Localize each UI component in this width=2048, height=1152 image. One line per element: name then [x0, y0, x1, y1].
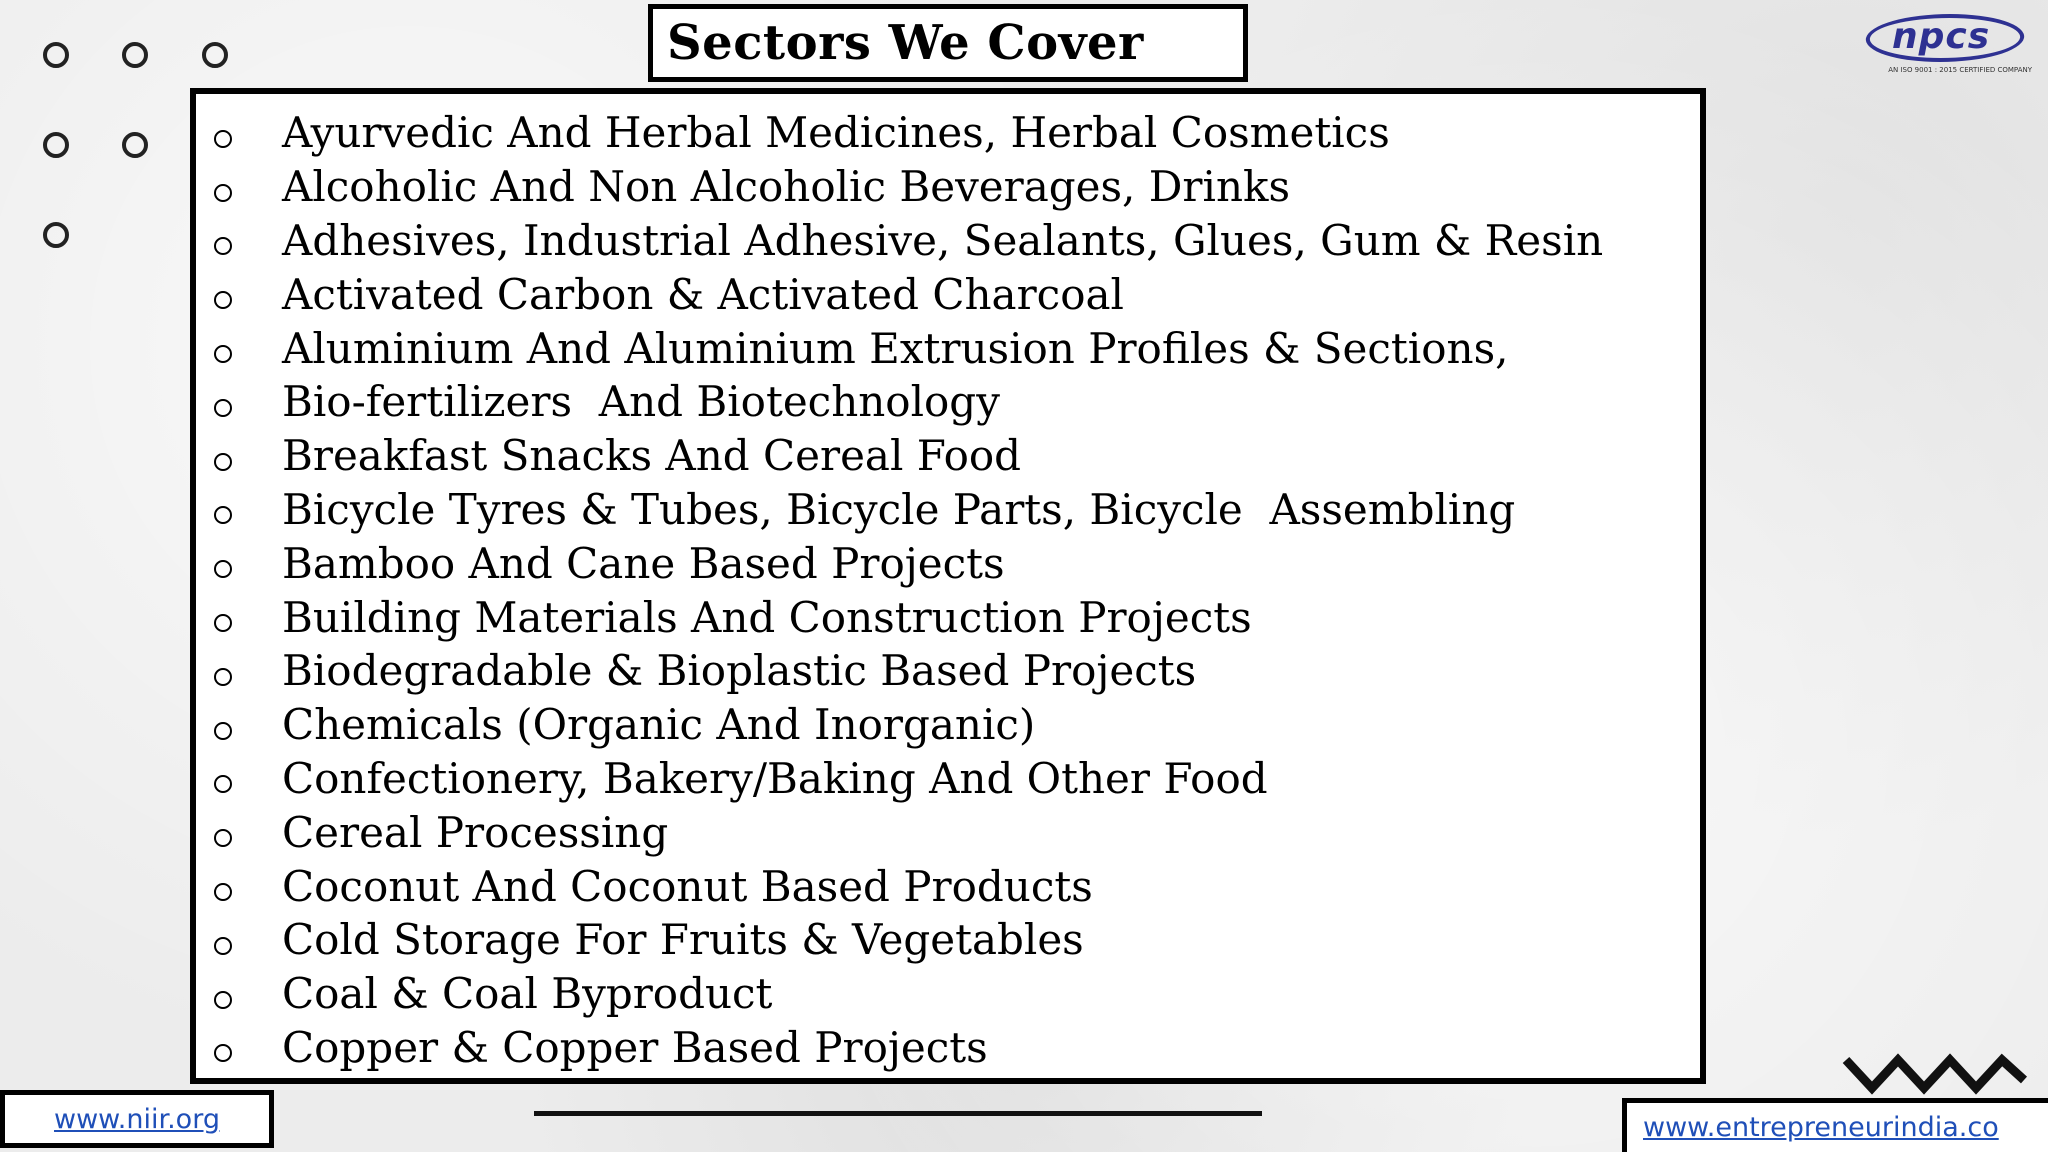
logo-tagline: AN ISO 9001 : 2015 CERTIFIED COMPANY	[1888, 66, 2032, 74]
page-title: Sectors We Cover	[667, 15, 1144, 71]
sector-item	[196, 267, 1700, 321]
decorative-circle	[43, 132, 69, 158]
sector-label: Confectionery, Bakery/Baking And Other Food	[282, 753, 1268, 803]
decorative-circle	[122, 42, 148, 68]
sector-label: Ayurvedic And Herbal Medicines, Herbal Cosmetics	[282, 108, 1390, 158]
bullet-icon	[214, 1044, 232, 1062]
bullet-icon	[214, 883, 232, 901]
sector-label: Aluminium And Aluminium Extrusion Profiles & Sections,	[282, 323, 1509, 373]
sector-label: Cereal Processing	[282, 807, 669, 857]
sector-label: Chemicals (Organic And Inorganic)	[282, 700, 1036, 750]
sector-label: Bamboo And Cane Based Projects	[282, 538, 1005, 588]
sector-label: Bio-fertilizers And Biotechnology	[282, 377, 1000, 427]
sector-label: Breakfast Snacks And Cereal Food	[282, 431, 1022, 481]
sectors-list	[196, 94, 1700, 1074]
footer-right-box	[1622, 1098, 2048, 1152]
sectors-list-panel	[190, 88, 1706, 1084]
bullet-icon	[214, 130, 232, 148]
bullet-icon	[214, 775, 232, 793]
bullet-icon	[214, 237, 232, 255]
zigzag-icon	[1842, 1050, 2028, 1096]
sector-item	[196, 160, 1700, 214]
sector-item	[196, 375, 1700, 429]
bullet-icon	[214, 722, 232, 740]
sector-item	[196, 805, 1700, 859]
entrepreneurindia-link[interactable]: www.entrepreneurindia.co	[1643, 1112, 1999, 1143]
bullet-icon	[214, 453, 232, 471]
sector-item	[196, 752, 1700, 806]
sector-item	[196, 321, 1700, 375]
bullet-icon	[214, 399, 232, 417]
sector-item	[196, 106, 1700, 160]
sector-label: Adhesives, Industrial Adhesive, Sealants, Glues, Gum & Resin	[282, 215, 1604, 265]
bullet-icon	[214, 291, 232, 309]
decorative-circle	[43, 42, 69, 68]
npcs-logo	[1862, 14, 2032, 84]
sector-label: Biodegradable & Bioplastic Based Projects	[282, 646, 1197, 696]
sector-item	[196, 698, 1700, 752]
sector-label: Coal & Coal Byproduct	[282, 969, 773, 1019]
sector-label: Copper & Copper Based Projects	[282, 1022, 988, 1072]
sector-label: Bicycle Tyres & Tubes, Bicycle Parts, Bicycle Assembling	[282, 484, 1516, 534]
logo-text: npcs	[1892, 16, 1991, 57]
bullet-icon	[214, 184, 232, 202]
bullet-icon	[214, 345, 232, 363]
sector-label: Alcoholic And Non Alcoholic Beverages, Drinks	[282, 162, 1290, 212]
sector-label: Coconut And Coconut Based Products	[282, 861, 1093, 911]
footer-left-box	[0, 1090, 274, 1148]
bullet-icon	[214, 560, 232, 578]
decorative-circle	[43, 222, 69, 248]
bullet-icon	[214, 506, 232, 524]
bullet-icon	[214, 991, 232, 1009]
sector-item	[196, 967, 1700, 1021]
sector-item	[196, 859, 1700, 913]
title-box	[648, 4, 1248, 82]
sector-item	[196, 214, 1700, 268]
sector-label: Cold Storage For Fruits & Vegetables	[282, 915, 1084, 965]
bullet-icon	[214, 937, 232, 955]
bullet-icon	[214, 829, 232, 847]
sector-item	[196, 536, 1700, 590]
footer-divider	[534, 1111, 1262, 1116]
bullet-icon	[214, 668, 232, 686]
sector-item	[196, 590, 1700, 644]
sector-item	[196, 1021, 1700, 1075]
bullet-icon	[214, 614, 232, 632]
sector-label: Activated Carbon & Activated Charcoal	[282, 269, 1124, 319]
niir-link[interactable]: www.niir.org	[54, 1103, 220, 1135]
sector-item	[196, 913, 1700, 967]
decorative-circle	[202, 42, 228, 68]
decorative-circle	[122, 132, 148, 158]
sector-label: Building Materials And Construction Projects	[282, 592, 1252, 642]
sector-item	[196, 429, 1700, 483]
sector-item	[196, 483, 1700, 537]
sector-item	[196, 644, 1700, 698]
